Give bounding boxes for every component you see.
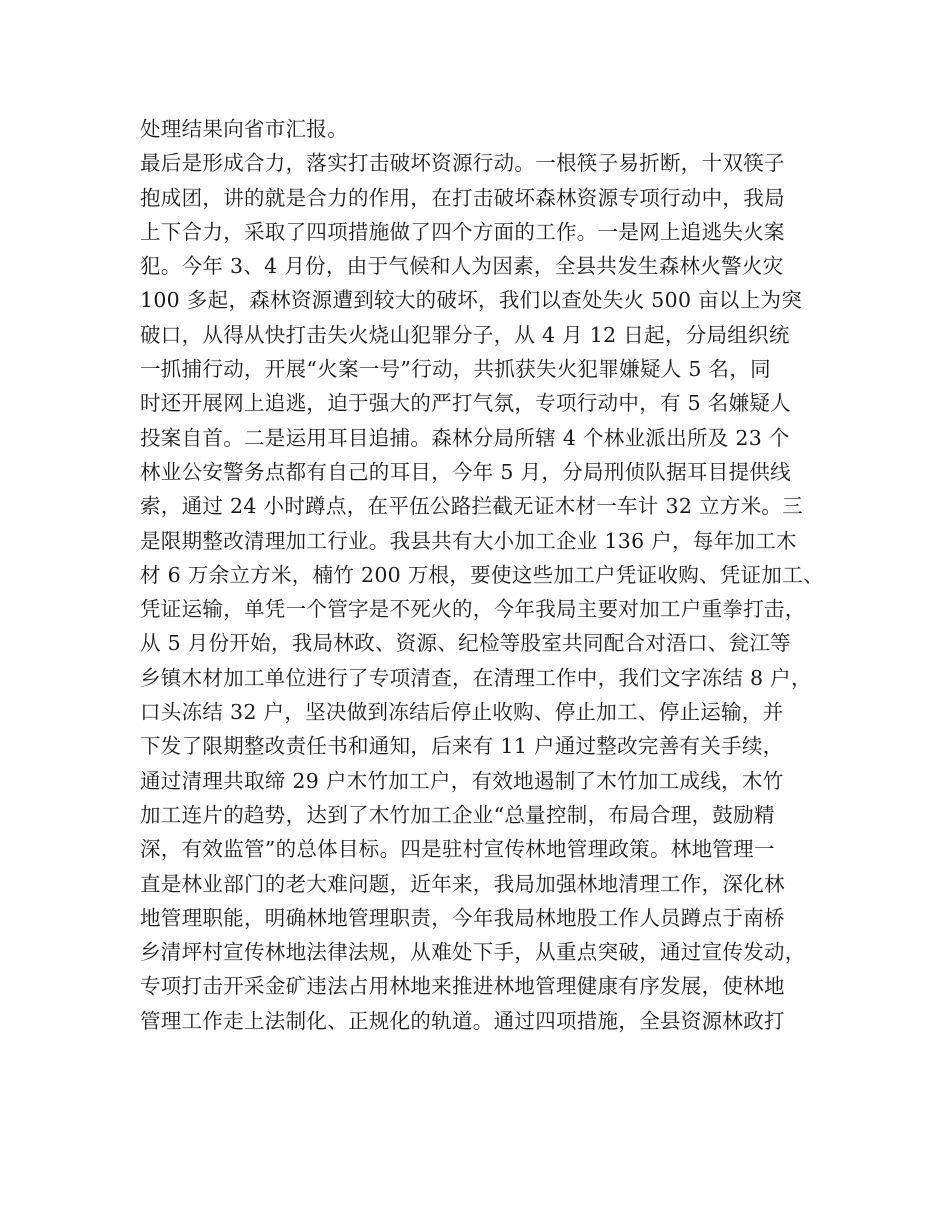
text-line: 材 6 万余立方米，楠竹 200 万根，要使这些加工户凭证收购、凭证加工、 — [140, 562, 824, 587]
text-line: 100 多起，森林资源遭到较大的破坏，我们以查处失火 500 亩以上为突 — [140, 288, 803, 313]
text-line: 是限期整改清理加工行业。我县共有大小加工企业 136 户，每年加工木 — [140, 528, 797, 553]
text-line: 最后是形成合力，落实打击破坏资源行动。一根筷子易折断，十双筷子 — [140, 151, 785, 176]
text-line: 地管理职能，明确林地管理职责，今年我局林地股工作人员蹲点于南桥 — [140, 905, 785, 930]
body-text — [140, 112, 830, 1038]
text-line: 抱成团，讲的就是合力的作用，在打击破坏森林资源专项行动中，我局 — [140, 185, 785, 210]
text-line: 破口，从得从快打击失火烧山犯罪分子，从 4 月 12 日起，分局组织统 — [140, 322, 790, 347]
text-line: 专项打击开采金矿违法占用林地来推进林地管理健康有序发展，使林地 — [140, 974, 785, 999]
text-line: 投案自首。二是运用耳目追捕。森林分局所辖 4 个林业派出所及 23 个 — [140, 425, 790, 450]
text-line: 凭证运输，单凭一个管字是不死火的，今年我局主要对加工户重拳打击， — [140, 597, 806, 622]
text-line: 深，有效监管”的总体目标。四是驻村宣传林地管理政策。林地管理一 — [140, 837, 775, 862]
text-line: 通过清理共取缔 29 户木竹加工户，有效地遏制了木竹加工成线，木竹 — [140, 768, 784, 793]
text-line: 索，通过 24 小时蹲点，在平伍公路拦截无证木材一车计 32 立方米。三 — [140, 494, 804, 519]
text-line: 直是林业部门的老大难问题，近年来，我局加强林地清理工作，深化林 — [140, 871, 785, 896]
text-line: 处理结果向省市汇报。 — [140, 117, 348, 141]
text-line: 时还开展网上追逃，迫于强大的严打气氛，专项行动中，有 5 名嫌疑人 — [140, 391, 791, 416]
text-line: 一抓捕行动，开展“火案一号”行动，共抓获失火犯罪嫌疑人 5 名，同 — [140, 357, 771, 382]
text-line: 下发了限期整改责任书和通知，后来有 11 户通过整改完善有关手续， — [140, 734, 784, 759]
text-line: 乡清坪村宣传林地法律法规，从难处下手，从重点突破，通过宣传发动， — [140, 940, 806, 965]
text-line: 乡镇木材加工单位进行了专项清查，在清理工作中，我们文字冻结 8 户， — [140, 665, 812, 690]
text-line: 从 5 月份开始，我局林政、资源、纪检等股室共同配合对浯口、瓮江等 — [140, 631, 791, 656]
text-line: 加工连片的趋势，达到了木竹加工企业“总量控制，布局合理，鼓励精 — [140, 802, 775, 827]
text-line: 口头冻结 32 户，坚决做到冻结后停止收购、停止加工、停止运输，并 — [140, 700, 784, 725]
text-line: 林业公安警务点都有自己的耳目，今年 5 月，分局刑侦队据耳目提供线 — [140, 459, 791, 484]
text-line: 犯。今年 3、4 月份，由于气候和人为因素，全县共发生森林火警火灾 — [140, 254, 784, 279]
text-line: 上下合力，采取了四项措施做了四个方面的工作。一是网上追逃失火案 — [140, 219, 785, 244]
text-line: 管理工作走上法制化、正规化的轨道。通过四项措施，全县资源林政打 — [140, 1008, 785, 1033]
